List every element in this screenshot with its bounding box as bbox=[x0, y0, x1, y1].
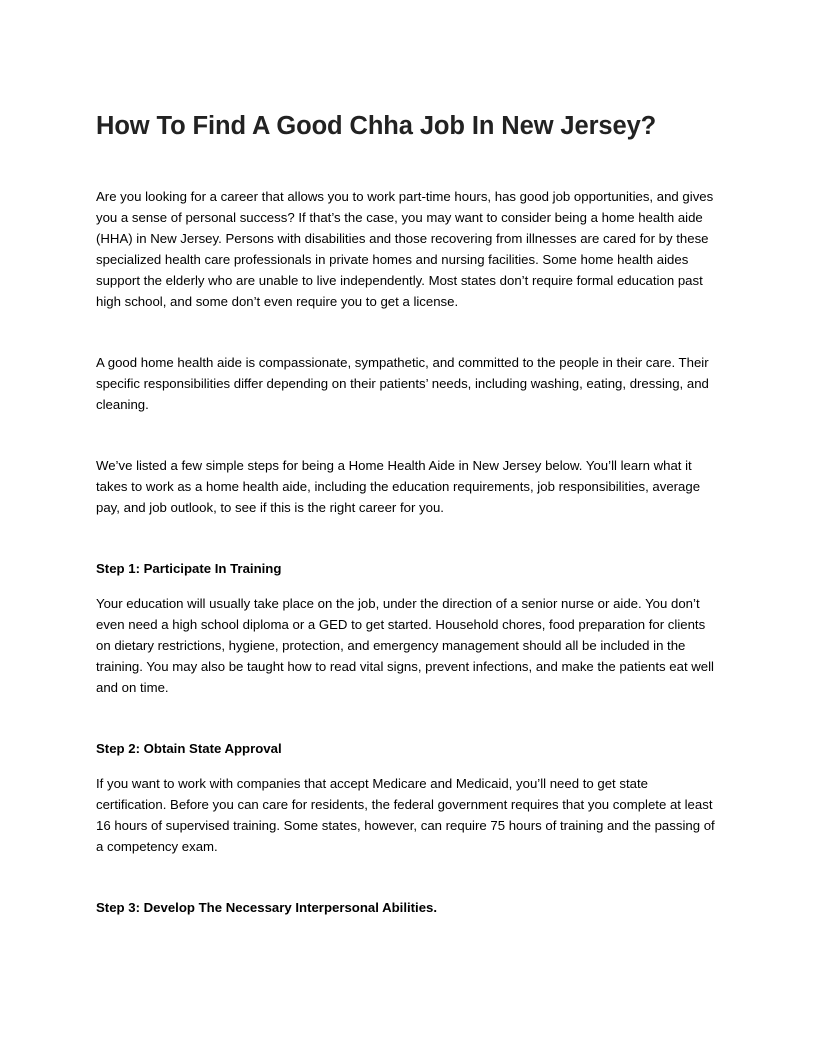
step-1-body: Your education will usually take place on the job, under the direction of a senior nurse or aide. You don’t even need a high school diploma or a GED to get started. Household chores, food preparation for clients on dietary restrictions, hygiene, protection, and emergency management should all be included in the training. You may also be taught how to read vital signs, prevent infections, and make the patients eat well and on time. bbox=[96, 596, 714, 695]
step-2-heading: Step 2: Obtain State Approval bbox=[96, 741, 282, 756]
document-title: How To Find A Good Chha Job In New Jersey? bbox=[96, 112, 657, 140]
paragraph-spacer bbox=[96, 312, 720, 352]
intro-paragraph-1: Are you looking for a career that allows you to work part-time hours, has good job opportunities, and gives you a sense of personal success? If that’s the case, you may want to consider being a home health aide (HHA) in New Jersey. Persons with disabilities and those recovering from illnesses are cared for by these specialized health care professionals in private homes and nursing facilities. Some home health aides support the elderly who are unable to live independently. Most states don’t require formal education past high school, and some don’t even require you to get a license. bbox=[96, 189, 714, 309]
paragraph-spacer bbox=[96, 518, 720, 558]
step-2-body: If you want to work with companies that accept Medicare and Medicaid, you’ll need to get state certification. Before you can care for residents, the federal government requires that you complete at least 16 hours of supervised training. Some states, however, can require 75 hours of training and the passing of a competency exam. bbox=[96, 776, 715, 854]
heading-spacer bbox=[96, 579, 720, 593]
intro-paragraph-2: A good home health aide is compassionate, sympathetic, and committed to the people in their care. Their specific responsibilities differ depending on their patients’ needs, including washing, eating, dressing, and cleaning. bbox=[96, 355, 709, 412]
step-1-heading: Step 1: Participate In Training bbox=[96, 561, 282, 576]
paragraph-spacer bbox=[96, 698, 720, 738]
paragraph-spacer bbox=[96, 857, 720, 897]
document-content bbox=[96, 106, 720, 918]
intro-paragraph-3: We’ve listed a few simple steps for being a Home Health Aide in New Jersey below. You’ll learn what it takes to work as a home health aide, including the education requirements, job responsibilities, average pay, and job outlook, to see if this is the right career for you. bbox=[96, 458, 701, 515]
paragraph-spacer bbox=[96, 415, 720, 455]
heading-spacer bbox=[96, 759, 720, 773]
step-3-heading: Step 3: Develop The Necessary Interpersonal Abilities. bbox=[96, 900, 438, 915]
